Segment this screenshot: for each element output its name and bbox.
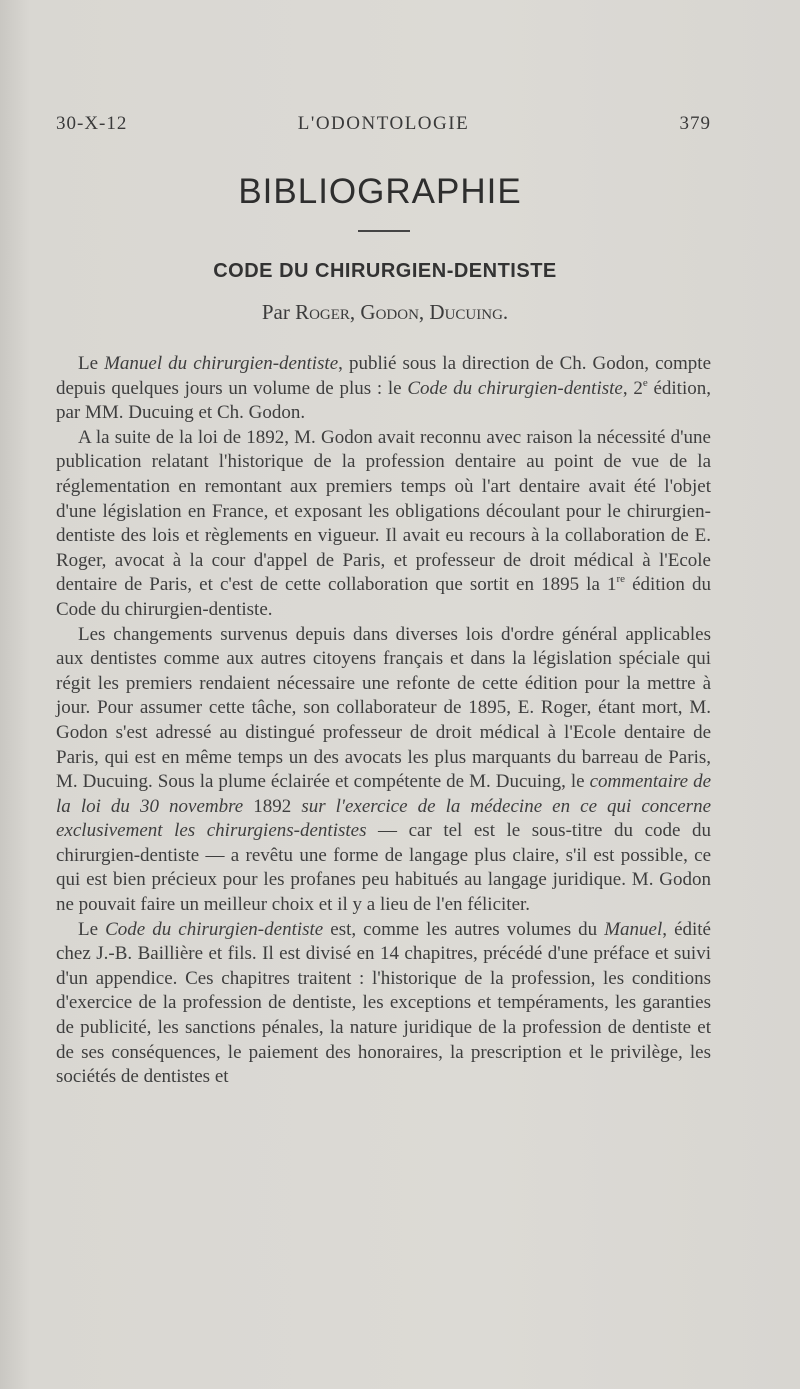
p3-italic-commentaire: commentaire de la loi du 30 novembre bbox=[56, 771, 711, 817]
paragraph-1 bbox=[56, 352, 711, 426]
p4-italic-code: Code du chirurgien-dentiste bbox=[105, 918, 324, 940]
p1-italic-code: Code du chirurgien-dentiste bbox=[407, 377, 623, 399]
running-header bbox=[56, 113, 711, 139]
paragraph-2 bbox=[56, 426, 711, 623]
header-journal-title: L'ODONTOLOGIE bbox=[297, 113, 470, 134]
p4-text-c: est, comme les autres volumes du bbox=[323, 918, 605, 940]
paragraph-3 bbox=[56, 623, 711, 918]
p2-text-b: édition du Code du chirurgien-dentiste. bbox=[56, 574, 711, 620]
p2-superscript: re bbox=[616, 573, 626, 586]
title-divider bbox=[358, 230, 410, 232]
p1-text-e: , 2 bbox=[622, 377, 643, 399]
p3-text-a: Les changements survenus depuis dans diverses lois d'ordre général applicables aux dentistes comme aux autres citoyens français et dans la législation spéciale qui régit les premiers rendaient nécessaire une refonte de cette édition pour la mettre à jour. Pour assumer cette tâche, son collaborateur de 1895, E. Roger, étant mort, M. Godon s'est adressé au distingué professeur de droit médical à l'Ecole dentaire de Paris, qui est en même temps un des avocats les plus marquants du barreau de Paris, M. Ducuing. Sous la plume éclairée et compétente de M. Ducuing, le bbox=[56, 623, 711, 793]
header-page-number: 379 bbox=[679, 113, 711, 134]
article-authors bbox=[0, 300, 770, 325]
article-title: CODE DU CHIRURGIEN-DENTISTE bbox=[213, 260, 557, 282]
p2-text-a: A la suite de la loi de 1892, M. Godon avait reconnu avec raison la nécessité d'une publication relatant l'historique de la profession dentaire au point de vue de la réglementation en remontant aux premiers temps où l'art dentaire avait été l'objet d'une législation en France, et exposant les obligations découlant pour le chirurgien-dentiste des lois et règlements en vigueur. Il avait eu recours à la collaboration de E. Roger, avocat à la cour d'appel de Paris, et professeur de droit médical à l'Ecole dentaire de Paris, et c'est de cette collaboration que sortit en 1895 la 1 bbox=[56, 426, 711, 596]
article-body bbox=[56, 352, 711, 1090]
authors-names: Roger, Godon, Ducuing. bbox=[295, 300, 509, 324]
p3-italic-subtitle: sur l'exercice de la médecine en ce qui concerne exclusivement les chirurgiens-dentistes bbox=[56, 795, 711, 842]
p4-italic-manuel: Manuel bbox=[604, 918, 663, 940]
section-title: BIBLIOGRAPHIE bbox=[238, 172, 522, 211]
header-date: 30-X-12 bbox=[56, 113, 128, 134]
paragraph-4 bbox=[56, 918, 711, 1090]
p4-text-e: , édité chez J.-B. Baillière et fils. Il est divisé en 14 chapitres, précédé d'une préface et suivi d'un appendice. Ces chapitres traitent : l'historique de la profession, les conditions d'exercice de la profession de dentiste, les exceptions et tempéraments, les garanties de publicité, les sanctions pénales, la nature juridique de la profession de dentiste et de ses conséquences, le paiement des honoraires, la prescription et le privilège, les sociétés de dentistes et bbox=[56, 918, 711, 1088]
p1-text-a: Le bbox=[78, 353, 105, 374]
p3-text-e: — car tel est le sous-titre du code du chirurgien-dentiste — a revêtu une forme de langage plus claire, s'il est possible, ce qui est bien précieux pour les profanes peu habitués au langage juridique. M. Godon ne pouvait faire un meilleur choix et il y a lieu de l'en féliciter. bbox=[56, 820, 711, 916]
p4-text-a: Le bbox=[78, 918, 106, 940]
authors-prefix: Par bbox=[261, 300, 290, 324]
p1-italic-manual: Manuel du chirurgien-dentiste bbox=[104, 353, 339, 374]
p1-text-c: , publié sous la direction de Ch. Godon, compte depuis quelques jours un volume de plus : le bbox=[56, 353, 711, 399]
p3-text-c: 1892 bbox=[243, 795, 302, 817]
p1-superscript: e bbox=[642, 376, 648, 389]
p1-text-f: édition, par MM. Ducuing et Ch. Godon. bbox=[56, 377, 711, 424]
